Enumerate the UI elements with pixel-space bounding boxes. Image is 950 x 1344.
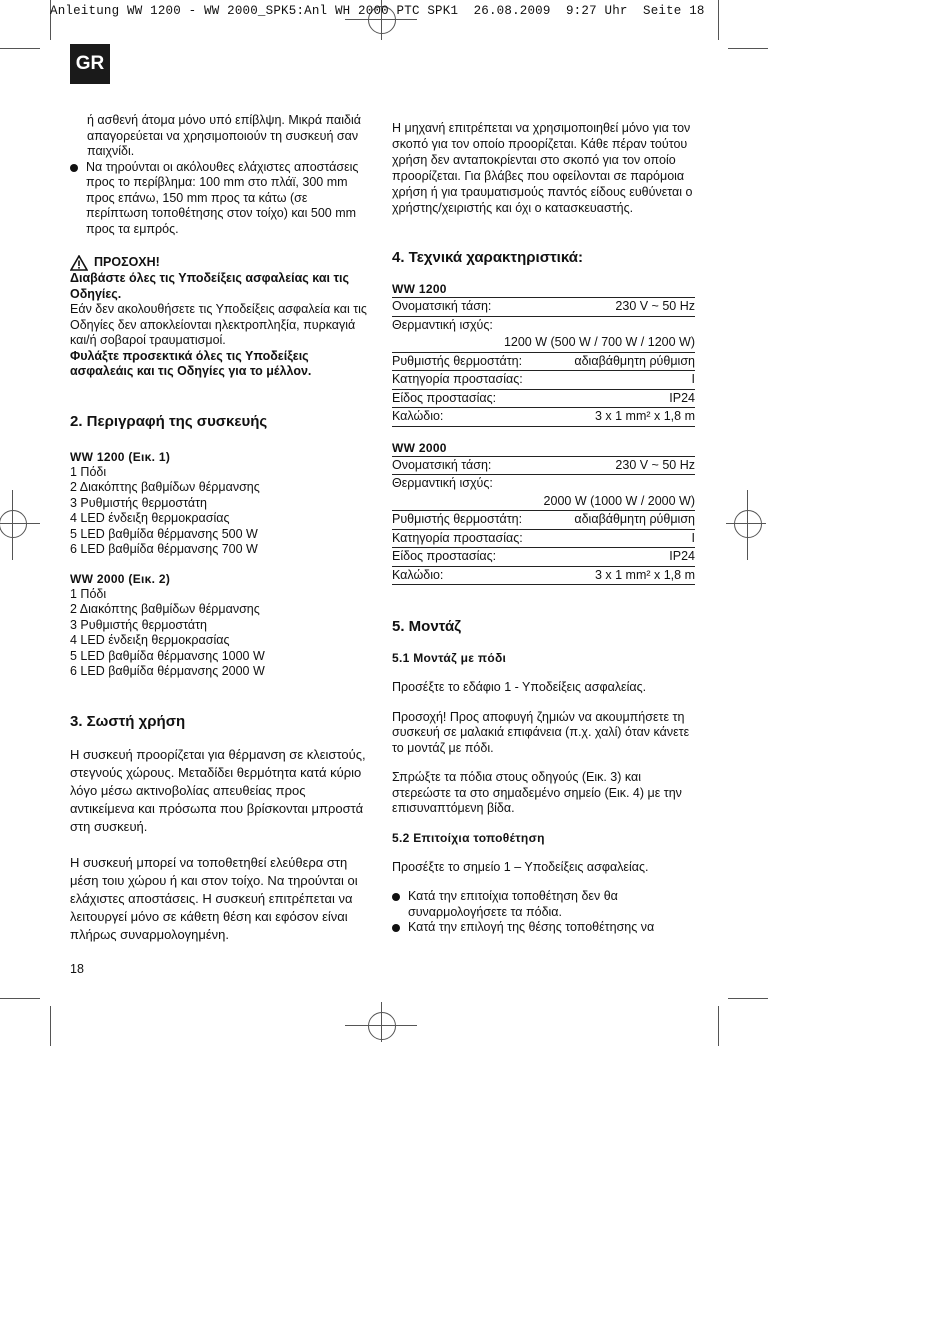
ww1200-spec-table (392, 297, 695, 427)
section-3-paragraph-2: Η συσκευή μπορεί να τοποθετηθεί ελεύθερα στη μέση τοιυ χώρου ή και στον τοίχο. Να τηρούνται οι ελάχιστες αποστάσεις. Η συσκευή επιτρέπεται να λειτουργεί μόνο σε κάθετη θέση και εφόσον είναι πλήρως συναρμολογημένη. (70, 854, 358, 942)
warning-title: ΠΡΟΣΟΧΗ! (94, 255, 160, 270)
crop-mark (728, 998, 768, 999)
warning-heading (70, 255, 370, 271)
spec-value: αδιαβάθμητη ρύθμιση (550, 511, 695, 530)
subsection-5-1-paragraph-3: Σπρώξτε τα πόδια στους οδηγούς (Εικ. 3) και στερεώστε τα στο σημαδεμένο σημείο (Εικ. 4) με την επισυναπτόμενη βίδα. (392, 770, 682, 815)
table-row (392, 456, 695, 475)
section-3-title: 3. Σωστή χρήση (70, 712, 186, 730)
bullet-text: Κατά την επιλογή της θέσης τοποθέτησης να (408, 920, 655, 934)
table-row (392, 475, 695, 493)
section-4-title: 4. Τεχνικά χαρακτηριστικά: (392, 249, 583, 266)
spec-value: I (550, 529, 695, 548)
warning-icon (70, 255, 88, 271)
subsection-5-1-paragraph-2: Προσοχή! Προς αποφυγή ζημιών να ακουμπήσετε τη συσκευή σε μαλακιά επιφάνεια (π.χ. χαλί) όταν κάνετε το μοντάζ με πόδι. (392, 709, 690, 755)
subsection-5-1-title: 5.1 Μοντάζ με πόδι (392, 651, 507, 665)
ww2000-spec-title: WW 2000 (392, 440, 447, 455)
list-item: 5 LED βαθμίδα θέρμανσης 500 W (70, 526, 258, 541)
list-item: 1 Πόδι (70, 586, 107, 601)
spec-label: Είδος προστασίας: (392, 548, 550, 567)
intro-text: ή ασθενή άτομα μόνο υπό επίβλψη. Μικρά παιδιά απαγορεύεται να χρησιμοποιούν τη συσκευή σαν παιχνίδι. (87, 113, 362, 158)
bullet-icon (70, 164, 78, 172)
bullet-text: Να τηρούνται οι ακόλουθες ελάχιστες αποστάσεις προς το περίβλημα: 100 mm στο πλάϊ, 300 mm προς επάνω, 150 mm προς τα κάτω (σε περίπτωση τοποθέτησης στον τοίχο) και 500 mm προς τα εμπρός. (86, 159, 359, 236)
left-column (70, 113, 370, 944)
subsection-5-1-paragraph-1: Προσέξτε το εδάφιο 1 - Υποδείξεις ασφαλείας. (392, 680, 647, 694)
spec-label: Κατηγορία προστασίας: (392, 371, 550, 390)
crop-mark (50, 1006, 51, 1046)
list-item: 3 Ρυθμιστής θερμοστάτη (70, 495, 208, 510)
warning-bold-2: Φυλάξτε προσεκτικά όλες τις Υποδείξεις ασφαλεάις και τις Οδηγίες για το μέλλον. (70, 348, 312, 378)
table-row (392, 334, 695, 352)
spec-label: Είδος προστασίας: (392, 389, 550, 408)
spec-label: Καλώδιο: (392, 408, 550, 427)
list-item: 4 LED ένδειξη θερμοκρασίας (70, 633, 230, 647)
ww1200-spec-title: WW 1200 (392, 282, 447, 296)
crop-mark (718, 0, 719, 40)
spec-label: Κατηγορία προστασίας: (392, 529, 550, 548)
spec-label: Θερμαντική ισχύς: (392, 476, 493, 490)
crop-mark (0, 998, 40, 999)
section-5-title: 5. Μοντάζ (392, 618, 462, 635)
list-item (70, 160, 370, 238)
spec-value: 3 x 1 mm² x 1,8 m (550, 566, 695, 585)
ww2000-parts-list (70, 587, 370, 680)
table-row (392, 352, 695, 371)
list-item: 1 Πόδι (70, 464, 107, 479)
spec-value: 2000 W (1000 W / 2000 W) (392, 493, 695, 511)
warning-text: Εάν δεν ακολουθήσετε τις Υποδείξεις ασφαλεία και τις Οδηγίες δεν αποκλείονται ηλεκτροπληξία, πυρκαγιά και/ή σοβαροί τραυματισμοί. (70, 302, 367, 347)
spec-value: 230 V ~ 50 Hz (550, 298, 695, 317)
language-badge: GR (70, 44, 110, 84)
table-row (392, 493, 695, 511)
crop-mark (718, 1006, 719, 1046)
spec-value: αδιαβάθμητη ρύθμιση (550, 352, 695, 371)
list-item: 4 LED ένδειξη θερμοκρασίας (70, 511, 230, 525)
section-2-title: 2. Περιγραφή της συσκευής (70, 412, 268, 430)
ww1200-parts-list (70, 465, 370, 558)
spec-value: I (550, 371, 695, 390)
right-column (392, 120, 697, 936)
table-row (392, 529, 695, 548)
ww2000-parts-title: WW 2000 (Εικ. 2) (70, 571, 171, 586)
list-item: 5 LED βαθμίδα θέρμανσης 1000 W (70, 648, 265, 663)
spec-value: IP24 (550, 548, 695, 567)
list-item: 6 LED βαθμίδα θέρμανσης 700 W (70, 542, 258, 556)
warning-bold-1: Διαβάστε όλες τις Υποδείξεις ασφαλείας και τις Οδηγίες. (70, 271, 350, 301)
spec-label: Θερμαντική ισχύς: (392, 317, 493, 332)
subsection-5-2-paragraph-1: Προσέξτε το σημείο 1 – Υποδείξεις ασφαλείας. (392, 859, 649, 874)
spec-value: 3 x 1 mm² x 1,8 m (550, 408, 695, 427)
spec-value: IP24 (550, 389, 695, 408)
table-row (392, 371, 695, 390)
list-item: 2 Διακόπτης βαθμίδων θέρμανσης (70, 602, 260, 616)
spec-value: 1200 W (500 W / 700 W / 1200 W) (392, 334, 695, 352)
spec-label: Ρυθμιστής θερμοστάτη: (392, 352, 550, 371)
spec-label: Καλώδιο: (392, 566, 550, 585)
list-item: 6 LED βαθμίδα θέρμανσης 2000 W (70, 664, 265, 678)
table-row (392, 548, 695, 567)
list-item: 3 Ρυθμιστής θερμοστάτη (70, 617, 208, 632)
bullet-icon (392, 893, 400, 901)
crop-mark (0, 48, 40, 49)
intended-use-text: Η μηχανή επιτρέπεται να χρησιμοποιηθεί μόνο για τον σκοπό για τον οποίο προορίζεται. Κάθε πέραν τούτου χρήση δεν ανταποκρίενται στο σκοπό για τον οποίο προορίζεται. Για βλάβες που οφείλονται σε παρόμοια χρήση ή για τραυματισμούς παντός είδους ευθύνεται ο χρήστης/χειριστής και όχι ο κατασκευαστής. (392, 121, 693, 215)
crop-mark (728, 48, 768, 49)
table-row (392, 298, 695, 317)
spec-label: Ρυθμιστής θερμοστάτη: (392, 511, 550, 530)
bullet-text: Κατά την επιτοίχια τοποθέτηση δεν θα συναρμολογήσετε τα πόδια. (408, 889, 618, 919)
table-row (392, 408, 695, 427)
list-item (392, 889, 697, 920)
ww1200-parts-title: WW 1200 (Εικ. 1) (70, 449, 171, 464)
table-row (392, 566, 695, 585)
print-header: Anleitung WW 1200 - WW 2000_SPK5:Anl WH 2000 PTC SPK1 26.08.2009 9:27 Uhr Seite 18 (50, 4, 705, 18)
subsection-5-2-title: 5.2 Επιτοίχια τοποθέτηση (392, 830, 545, 845)
spec-value: 230 V ~ 50 Hz (550, 456, 695, 475)
spec-label: Ονοματσική τάση: (392, 456, 550, 475)
table-row (392, 511, 695, 530)
page-number: 18 (70, 962, 84, 976)
table-row (392, 316, 695, 334)
list-item (392, 920, 697, 936)
spec-label: Ονοματσική τάση: (392, 298, 550, 317)
bullet-icon (392, 924, 400, 932)
list-item: 2 Διακόπτης βαθμίδων θέρμανσης (70, 480, 260, 494)
section-3-paragraph-1: Η συσκευή προορίζεται για θέρμανση σε κλειστούς, στεγνούς χώρους. Μεταδίδει θερμότητα κατά κύριο λόγο μέσω ακτινοβολίας απευθείας προς αντικείμενα και πρόσωπα που βρίσκονται μπροστά στη συσκευή. (70, 746, 366, 834)
table-row (392, 389, 695, 408)
ww2000-spec-table (392, 456, 695, 586)
